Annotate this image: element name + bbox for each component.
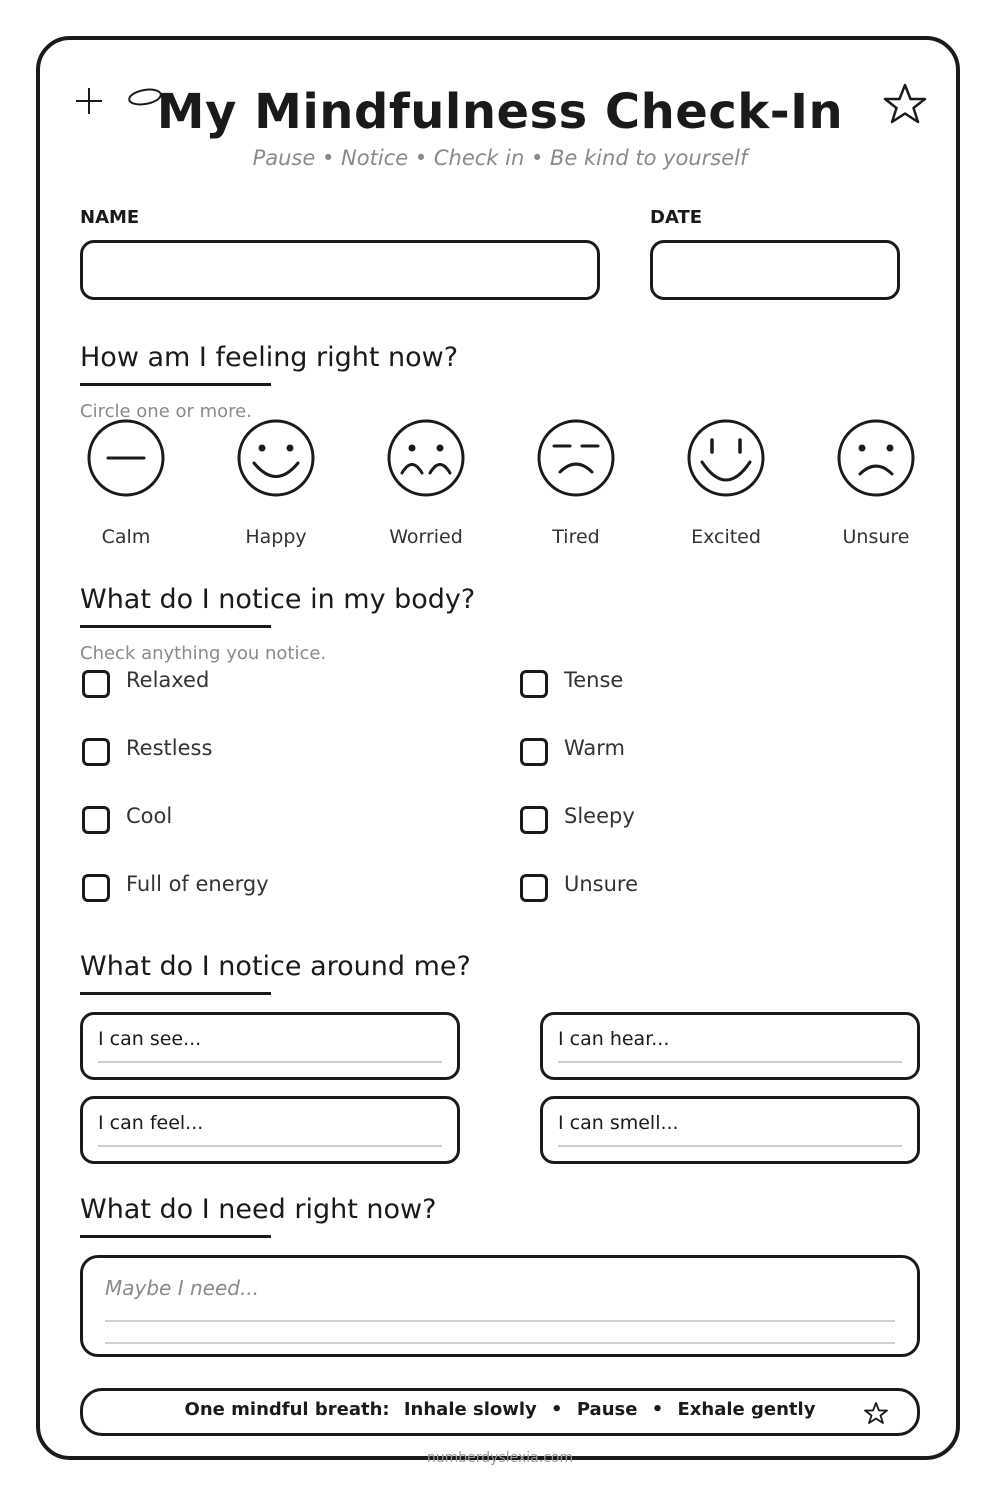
page-subtitle: Pause • Notice • Check in • Be kind to yourself — [252, 146, 748, 170]
breath-step-inhale: Inhale slowly — [403, 1399, 537, 1420]
mood-option-happy[interactable] — [206, 418, 346, 548]
breath-step-exhale: Exhale gently — [677, 1399, 816, 1420]
checkbox-label: Warm — [564, 736, 626, 760]
star-icon — [863, 1401, 889, 1425]
mood-option-tired[interactable] — [506, 418, 646, 548]
mood-option-worried[interactable] — [356, 418, 496, 548]
writing-line — [98, 1061, 442, 1063]
feelings-section-title: How am I feeling right now? — [80, 342, 459, 373]
mood-label: Worried — [389, 526, 463, 548]
checkbox[interactable] — [520, 670, 548, 698]
smiling-face-icon — [236, 418, 316, 498]
notice-box-smell[interactable] — [540, 1096, 920, 1164]
body-option-sleepy[interactable] — [520, 802, 635, 830]
body-option-restless[interactable] — [82, 734, 212, 762]
body-option-unsure[interactable] — [520, 870, 638, 898]
checkbox-label: Unsure — [564, 872, 639, 896]
checkbox-label: Cool — [126, 804, 173, 828]
checkbox[interactable] — [82, 738, 110, 766]
around-section-rule — [80, 992, 271, 995]
worried-face-icon — [386, 418, 466, 498]
mood-option-calm[interactable] — [56, 418, 196, 548]
neutral-face-icon — [86, 418, 166, 498]
need-placeholder: Maybe I need... — [105, 1276, 260, 1300]
around-section-title: What do I notice around me? — [80, 951, 471, 982]
mood-label: Tired — [552, 526, 600, 548]
checkbox[interactable] — [520, 806, 548, 834]
date-label: DATE — [650, 207, 703, 228]
feelings-hint: Circle one or more. — [80, 401, 252, 422]
writing-line — [105, 1342, 895, 1344]
mood-label: Happy — [245, 526, 307, 548]
notice-box-hear[interactable] — [540, 1012, 920, 1080]
checkbox[interactable] — [82, 874, 110, 902]
need-section-title: What do I need right now? — [80, 1194, 437, 1225]
body-option-cool[interactable] — [82, 802, 172, 830]
tired-face-icon — [536, 418, 616, 498]
checkbox[interactable] — [520, 738, 548, 766]
body-hint: Check anything you notice. — [80, 643, 327, 664]
checkbox-label: Relaxed — [126, 668, 210, 692]
mood-option-unsure[interactable] — [806, 418, 946, 548]
notice-box-see[interactable] — [80, 1012, 460, 1080]
feelings-section-rule — [80, 383, 271, 386]
need-section-rule — [80, 1235, 271, 1238]
body-section-title: What do I notice in my body? — [80, 584, 476, 615]
writing-line — [558, 1145, 902, 1147]
notice-box-label: I can feel... — [98, 1112, 204, 1134]
breath-banner — [80, 1388, 920, 1436]
footer-site: numberdyslexia.com — [426, 1450, 574, 1466]
name-field[interactable] — [80, 240, 600, 300]
body-section-rule — [80, 625, 271, 628]
checkbox[interactable] — [520, 874, 548, 902]
notice-box-feel[interactable] — [80, 1096, 460, 1164]
breath-text — [83, 1399, 917, 1420]
notice-box-label: I can smell... — [558, 1112, 679, 1134]
breath-step-pause: Pause — [576, 1399, 638, 1420]
name-label: NAME — [80, 207, 140, 228]
body-option-full-of-energy[interactable] — [82, 870, 269, 898]
breath-separator: • — [551, 1399, 563, 1420]
body-option-warm[interactable] — [520, 734, 625, 762]
notice-box-label: I can see... — [98, 1028, 202, 1050]
excited-face-icon — [686, 418, 766, 498]
mood-option-excited[interactable] — [656, 418, 796, 548]
unsure-face-icon — [836, 418, 916, 498]
mood-label: Unsure — [842, 526, 910, 548]
body-option-tense[interactable] — [520, 666, 623, 694]
checkbox-label: Full of energy — [126, 872, 269, 896]
writing-line — [558, 1061, 902, 1063]
breath-separator: • — [651, 1399, 664, 1420]
mood-label: Excited — [691, 526, 761, 548]
checkbox[interactable] — [82, 670, 110, 698]
page-title: My Mindfulness Check-In — [156, 84, 844, 140]
body-option-relaxed[interactable] — [82, 666, 209, 694]
checkbox-label: Sleepy — [564, 804, 635, 828]
writing-line — [105, 1320, 895, 1322]
checkbox-label: Tense — [564, 668, 624, 692]
checkbox[interactable] — [82, 806, 110, 834]
need-writing-box[interactable] — [80, 1255, 920, 1357]
mood-label: Calm — [101, 526, 151, 548]
writing-line — [98, 1145, 442, 1147]
checkbox-label: Restless — [126, 736, 213, 760]
breath-lead: One mindful breath: — [184, 1399, 390, 1420]
date-field[interactable] — [650, 240, 900, 300]
notice-box-label: I can hear... — [558, 1028, 670, 1050]
